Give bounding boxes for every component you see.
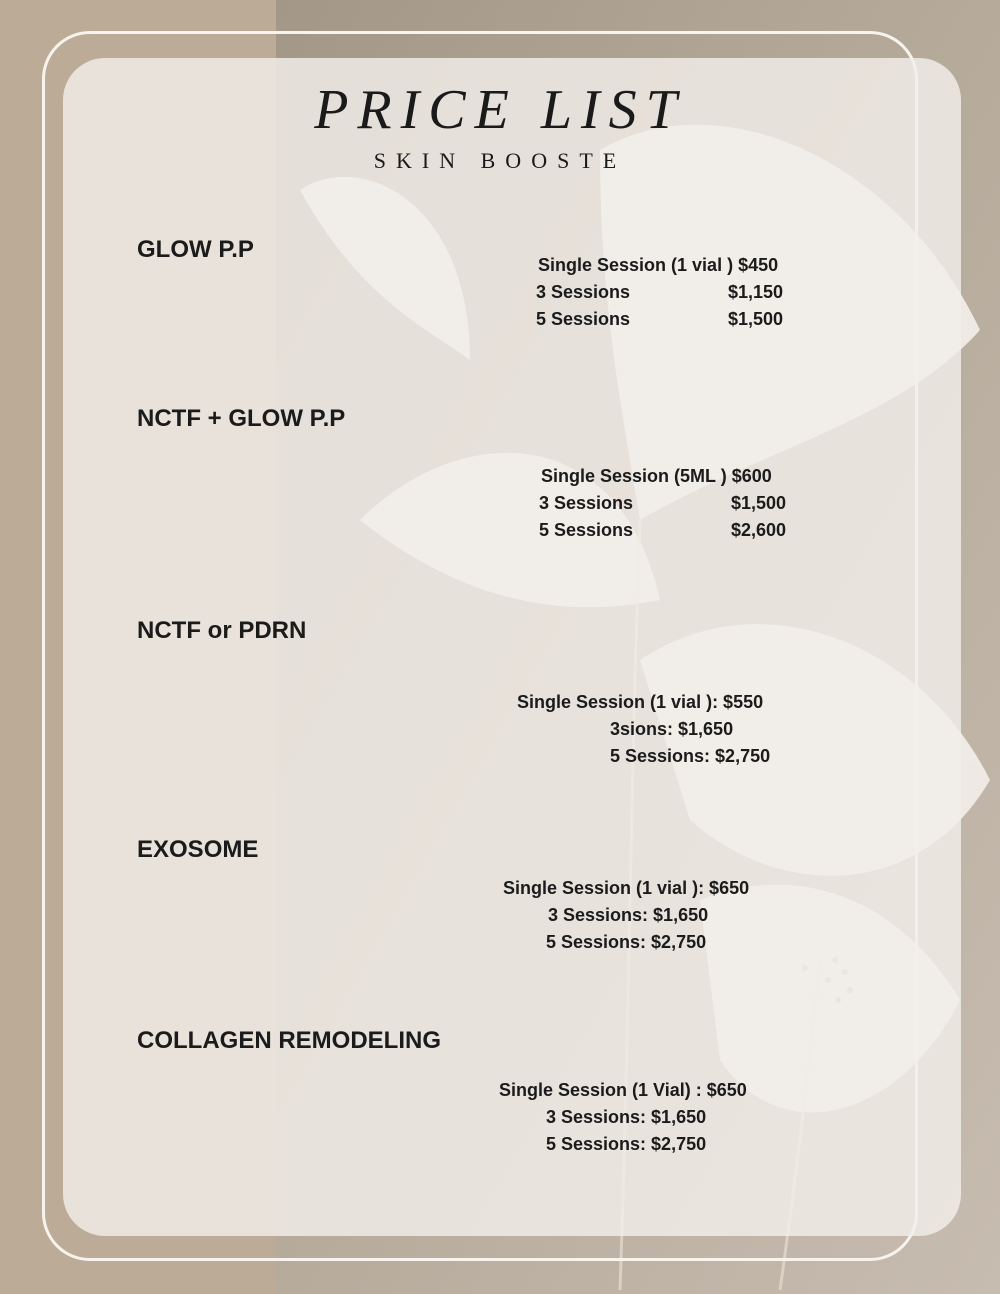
section-title-nctf-pdrn: NCTF or PDRN [137,617,307,644]
page-title: PRICE LIST [314,79,686,141]
price-value: $2,600 [731,520,787,540]
page-subtitle: SKIN BOOSTE [373,148,627,173]
price-line: Single Session (1 vial ) $450 [538,255,779,275]
price-value: $1,150 [728,282,784,302]
price-line: Single Session (1 vial ): $550 [517,692,764,712]
section-title-nctf-glow-pp: NCTF + GLOW P.P [137,405,346,432]
price-line: Single Session (1 vial ): $650 [503,878,750,898]
price-line: Single Session (5ML ) $600 [541,466,772,486]
price-line: Single Session (1 Vial) : $650 [499,1080,747,1100]
price-line: 3 Sessions [536,282,631,302]
price-line: 5 Sessions: $2,750 [610,746,771,766]
price-line: 3sions: $1,650 [610,719,734,739]
price-line: 3 Sessions: $1,650 [546,1107,707,1127]
price-line: 5 Sessions: $2,750 [546,1134,707,1154]
price-value: $1,500 [731,493,787,513]
section-title-collagen-remodeling: COLLAGEN REMODELING [137,1027,441,1054]
price-card [63,58,961,1236]
price-line: 3 Sessions: $1,650 [548,905,709,925]
section-title-glow-pp: GLOW P.P [137,236,254,263]
section-title-exosome: EXOSOME [137,836,259,863]
price-line: 5 Sessions [536,309,631,329]
price-line: 5 Sessions [539,520,634,540]
price-line: 3 Sessions [539,493,634,513]
price-value: $1,500 [728,309,784,329]
price-line: 5 Sessions: $2,750 [546,932,707,952]
